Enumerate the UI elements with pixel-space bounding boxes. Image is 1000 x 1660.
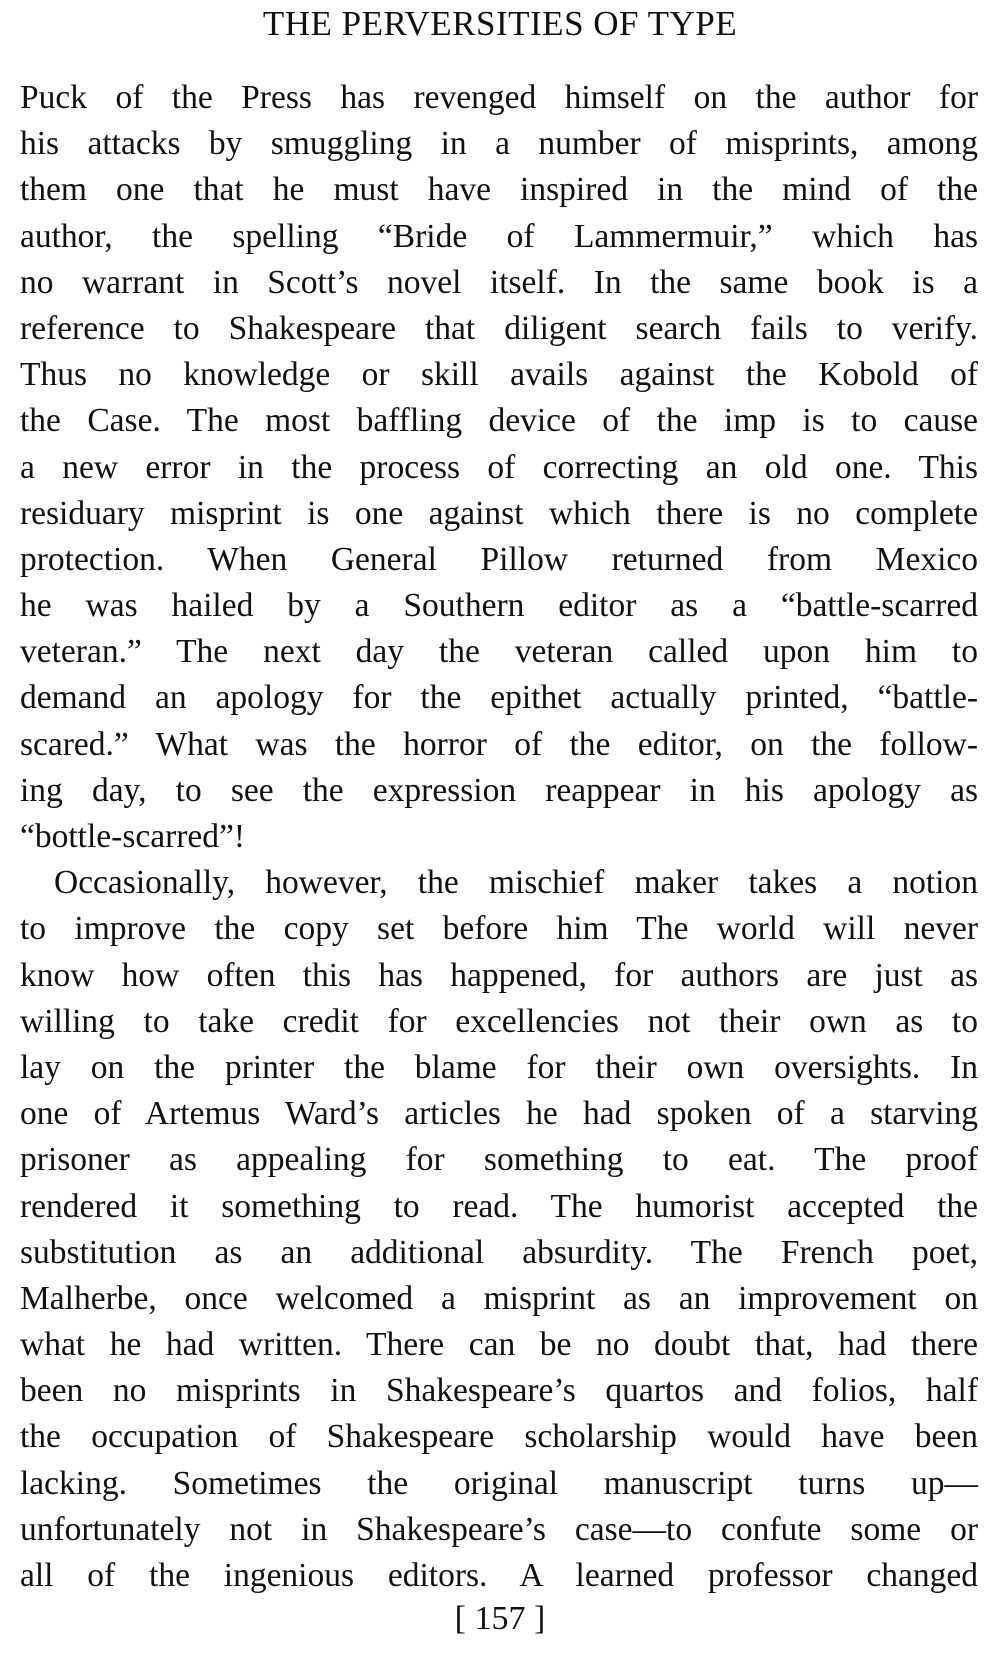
text-line: unfortunately not in Shakespeare’s case—to confute some or (20, 1510, 978, 1548)
text-line: all of the ingenious editors. A learned professor changed (20, 1557, 978, 1594)
text-line: his attacks by smuggling in a number of misprints, among (20, 125, 978, 163)
text-line: no warrant in Scott’s novel itself. In the same book is a (20, 263, 978, 301)
text-line: been no misprints in Shakespeare’s quartos and folios, half (20, 1372, 978, 1410)
text-line: veteran.” The next day the veteran called upon him to (20, 633, 978, 671)
running-head: THE PERVERSITIES OF TYPE (262, 4, 738, 43)
page-number: [ 157 ] (454, 1600, 546, 1637)
text-line: rendered it something to read. The humorist accepted the (20, 1187, 978, 1225)
text-line: Occasionally, however, the mischief maker takes a notion (54, 864, 978, 902)
text-line: Thus no knowledge or skill avails against the Kobold of (20, 356, 978, 394)
text-line: he was hailed by a Southern editor as a “battle-scarred (20, 587, 978, 625)
text-line: residuary misprint is one against which there is no complete (20, 494, 978, 532)
text-line: ing day, to see the expression reappear in his apology as (20, 771, 978, 809)
text-line: demand an apology for the epithet actually printed, “battle- (20, 679, 978, 717)
paragraph-1 (20, 75, 978, 860)
text-line: the Case. The most baffling device of the imp is to cause (20, 402, 978, 440)
text-line: to improve the copy set before him The world will never (20, 910, 978, 948)
text-line: author, the spelling “Bride of Lammermuir,” which has (20, 217, 978, 255)
text-line: substitution as an additional absurdity. The French poet, (20, 1233, 978, 1271)
text-line: one of Artemus Ward’s articles he had spoken of a starving (20, 1095, 978, 1133)
text-line: a new error in the process of correcting an old one. This (20, 448, 978, 486)
text-line: lacking. Sometimes the original manuscript turns up— (20, 1464, 978, 1502)
text-line: Malherbe, once welcomed a misprint as an improvement on (20, 1279, 978, 1317)
text-line: “bottle-scarred”! (20, 818, 246, 855)
text-line: the occupation of Shakespeare scholarship would have been (20, 1418, 978, 1456)
text-line: prisoner as appealing for something to eat. The proof (20, 1141, 978, 1179)
text-line: protection. When General Pillow returned from Mexico (20, 540, 978, 578)
text-line: scared.” What was the horror of the editor, on the follow- (20, 725, 978, 763)
text-line: willing to take credit for excellencies not their own as to (20, 1002, 978, 1040)
text-line: reference to Shakespeare that diligent search fails to verify. (20, 309, 978, 347)
paragraph-2 (20, 860, 978, 1599)
text-line: know how often this has happened, for authors are just as (20, 956, 978, 994)
body-text (20, 75, 978, 1599)
text-line: them one that he must have inspired in the mind of the (20, 171, 978, 209)
text-line: lay on the printer the blame for their own oversights. In (20, 1048, 978, 1086)
text-line: Puck of the Press has revenged himself on the author for (20, 79, 978, 116)
text-line: what he had written. There can be no doubt that, had there (20, 1326, 978, 1364)
